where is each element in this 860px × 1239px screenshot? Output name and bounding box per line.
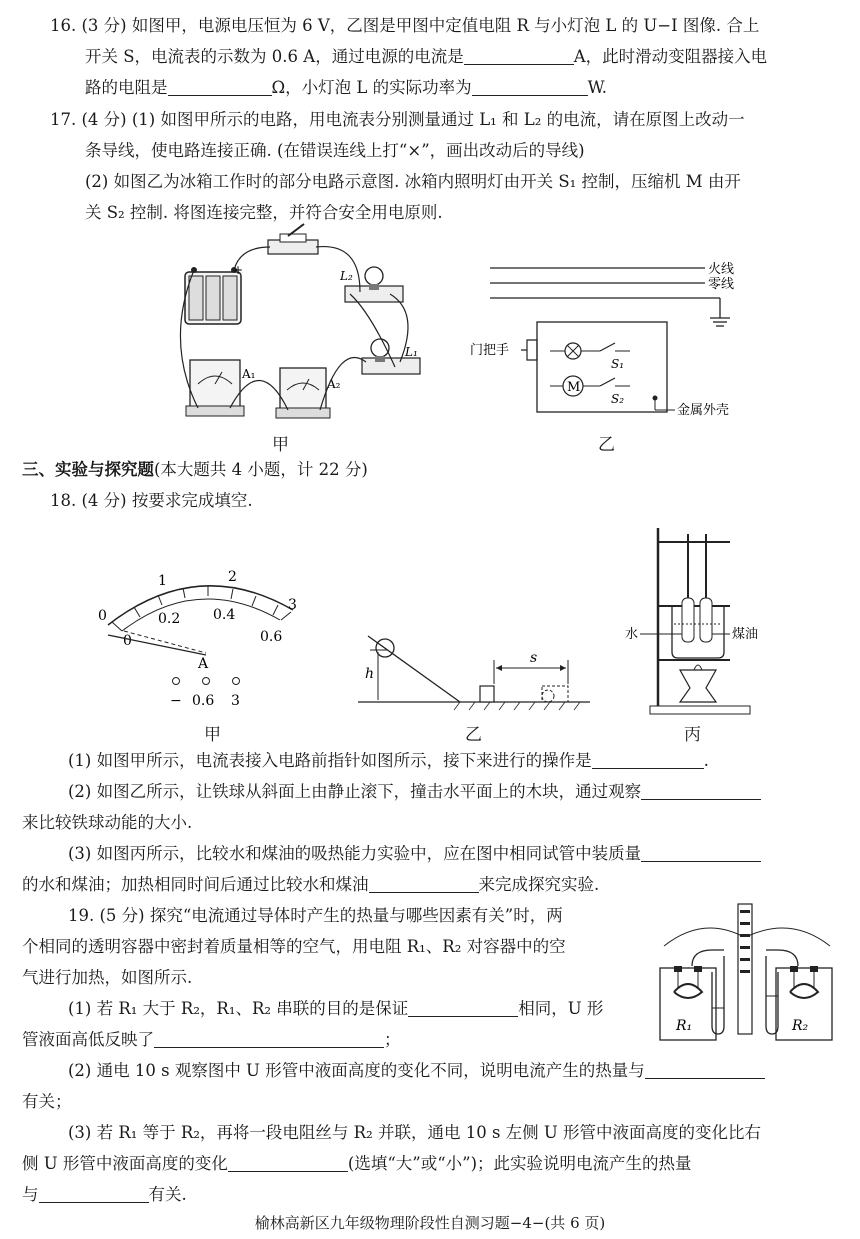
door-handle-label: 门把手 — [470, 343, 510, 358]
q18-text: . — [703, 751, 709, 770]
ground-icon — [710, 298, 730, 326]
q16-text: W. — [587, 78, 607, 97]
q18-fig-c-caption: 丙 — [684, 725, 701, 745]
q16-blank-resistance[interactable] — [168, 77, 272, 96]
q19-u-tube-figure — [652, 896, 842, 1046]
q19-text: 侧 U 形管中液面高度的变化 — [22, 1154, 228, 1173]
a1-label: A₁ — [242, 367, 256, 381]
scale-top-2: 2 — [228, 569, 237, 585]
q19-text: (1) 若 R₁ 大于 R₂，R₁、R₂ 串联的目的是保证 — [68, 999, 409, 1018]
scale-top-1: 1 — [158, 573, 167, 589]
scale-bottom-0-4: 0.4 — [213, 607, 236, 623]
q18-part-3 — [68, 842, 761, 866]
q16-text: 开关 S，电流表的示数为 0.6 A，通过电源的电流是 — [85, 47, 464, 66]
r2-label: R₂ — [792, 1018, 809, 1034]
q17-fig-b-caption: 乙 — [598, 435, 615, 455]
q18-heating-figure — [620, 520, 780, 720]
scale-bottom-0-2: 0.2 — [158, 611, 181, 627]
motor-label: M — [567, 380, 581, 395]
q19-blank-same[interactable] — [408, 998, 518, 1017]
q18-text: (3) 如图丙所示，比较水和煤油的吸热能力实验中，应在图中相同试管中装质量 — [68, 844, 642, 863]
scale-bottom-0-6: 0.6 — [260, 629, 283, 645]
q19-text: (选填“大”或“小”)；此实验说明电流产生的热量 — [347, 1154, 692, 1173]
terminal-minus: − — [170, 693, 182, 709]
distance-label: s — [530, 650, 538, 666]
q18-text: 的水和煤油；加热相同时间后通过比较水和煤油 — [22, 875, 369, 894]
q18-fig-b-caption: 乙 — [465, 725, 482, 745]
q18-part-2b: 来比较铁球动能的大小. — [22, 813, 193, 832]
scale-top-0: 0 — [98, 608, 107, 624]
terminal-3: 3 — [231, 693, 240, 709]
q16-blank-current[interactable] — [464, 46, 574, 65]
beaker-icon — [672, 606, 724, 658]
battery-plus-label: + — [233, 263, 244, 277]
q16-text: A，此时滑动变阻器接入电 — [573, 47, 768, 66]
q16-text: 路的电阻是 — [85, 78, 168, 97]
section-3-heading — [22, 458, 368, 482]
q19-part-3c — [22, 1183, 187, 1207]
q19-line-1: 19. (5 分) 探究“电流通过导体时产生的热量与哪些因素有关”时，两 — [68, 906, 563, 925]
section-3-title: 三、实验与探究题 — [22, 460, 154, 479]
metal-shell-label: 金属外壳 — [677, 403, 730, 418]
live-wire-label: 火线 — [708, 262, 735, 277]
q18-fig-a-caption: 甲 — [204, 725, 221, 745]
q17-line-2: 条导线，使电路连接正确. (在错误连线上打“×”，画出改动后的导线) — [85, 141, 585, 160]
q19-text: 有关. — [148, 1185, 187, 1204]
q18-text: (2) 如图乙所示，让铁球从斜面上由静止滚下，撞击水平面上的木块，通过观察 — [68, 782, 642, 801]
q18-text: (1) 如图甲所示，电流表接入电路前指针如图所示，接下来进行的操作是 — [68, 751, 592, 770]
s1-label: S₁ — [611, 357, 625, 371]
l1-label: L₁ — [405, 345, 418, 359]
oil-label: 煤油 — [732, 627, 759, 642]
wood-block-icon — [480, 686, 494, 702]
scale-zero: 0 — [123, 633, 132, 649]
q19-part-3b — [22, 1152, 692, 1176]
q18-blank-observe[interactable] — [641, 781, 761, 800]
lamp-icon — [565, 343, 581, 359]
q19-text: 与 — [22, 1185, 39, 1204]
page-footer: 榆林高新区九年级物理阶段性自测习题−4−(共 6 页) — [254, 1214, 606, 1232]
q18-text: 来完成探究实验. — [478, 875, 600, 894]
terminal-0-6: 0.6 — [192, 693, 215, 709]
q19-line-3: 气进行加热，如图所示. — [22, 968, 193, 987]
section-3-note: (本大题共 4 小题，计 22 分) — [154, 460, 368, 479]
q19-text: 相同，U 形 — [518, 999, 604, 1018]
r1-label: R₁ — [676, 1018, 693, 1034]
alcohol-lamp-icon — [680, 670, 716, 702]
q19-part-2 — [68, 1059, 765, 1083]
q16-blank-power[interactable] — [472, 77, 588, 96]
q18-line-1: 18. (4 分) 按要求完成填空. — [50, 491, 253, 510]
ammeter-scale-ticks — [112, 586, 291, 631]
q16-line-3 — [85, 76, 607, 100]
q19-text: ； — [384, 1030, 401, 1049]
q19-part-1b — [22, 1028, 401, 1052]
q19-part-3: (3) 若 R₁ 等于 R₂，再将一段电阻丝与 R₂ 并联，通电 10 s 左侧 U 形管中液面高度的变化比右 — [68, 1123, 762, 1142]
q17-fridge-figure — [465, 258, 765, 423]
q17-line-1: 17. (4 分) (1) 如图甲所示的电路，用电流表分别测量通过 L₁ 和 L₂ 的电流，请在原图上改动一 — [50, 110, 745, 129]
s2-label: S₂ — [611, 392, 625, 406]
q19-part-2b: 有关； — [22, 1092, 72, 1111]
q18-part-1 — [68, 749, 709, 773]
q19-line-2: 个相同的透明容器中密封着质量相等的空气，用电阻 R₁、R₂ 对容器中的空 — [22, 937, 566, 956]
scale-top-3: 3 — [288, 597, 297, 613]
q17-circuit-figure — [170, 222, 430, 422]
ammeter-a1-icon — [186, 360, 244, 416]
ammeter-a2-icon — [276, 368, 330, 418]
q18-part-2 — [68, 780, 761, 804]
q18-blank-mass[interactable] — [641, 843, 761, 862]
q19-text: 管液面高低反映了 — [22, 1030, 154, 1049]
q18-incline-figure — [350, 634, 600, 714]
switch-s2-icon — [600, 378, 615, 386]
q16-line-1: 16. (3 分) 如图甲，电源电压恒为 6 V，乙图是甲图中定值电阻 R 与小灯泡 L 的 U−I 图像. 合上 — [50, 16, 760, 35]
q17-line-4: 关 S₂ 控制. 将图连接完整，并符合安全用电原则. — [85, 203, 443, 222]
q17-line-3: (2) 如图乙为冰箱工作时的部分电路示意图. 冰箱内照明灯由开关 S₁ 控制，压缩机 M 由开 — [85, 172, 741, 191]
water-label: 水 — [625, 627, 639, 642]
a2-label: A₂ — [327, 377, 341, 391]
q19-blank-compare[interactable] — [228, 1153, 348, 1172]
q18-blank-operation[interactable] — [592, 750, 704, 769]
switch-icon — [268, 224, 318, 254]
q19-blank-factor-2[interactable] — [39, 1184, 149, 1203]
q16-line-2 — [85, 45, 767, 69]
q16-text: Ω，小灯泡 L 的实际功率为 — [271, 78, 472, 97]
q18-blank-compare[interactable] — [369, 874, 479, 893]
q18-ammeter-figure — [88, 565, 308, 715]
q19-part-1 — [68, 997, 603, 1021]
neutral-wire-label: 零线 — [708, 277, 735, 292]
q19-blank-factor-1[interactable] — [645, 1060, 765, 1079]
ammeter-unit: A — [198, 656, 209, 672]
q19-blank-reflect[interactable] — [154, 1029, 384, 1048]
q19-text: (2) 通电 10 s 观察图中 U 形管中液面高度的变化不同，说明电流产生的热量与 — [68, 1061, 645, 1080]
l2-label: L₂ — [340, 269, 353, 283]
switch-s1-icon — [600, 343, 615, 351]
height-label: h — [365, 666, 375, 682]
fridge-box — [537, 322, 667, 412]
q17-fig-a-caption: 甲 — [272, 435, 289, 455]
q18-part-3b — [22, 873, 599, 897]
